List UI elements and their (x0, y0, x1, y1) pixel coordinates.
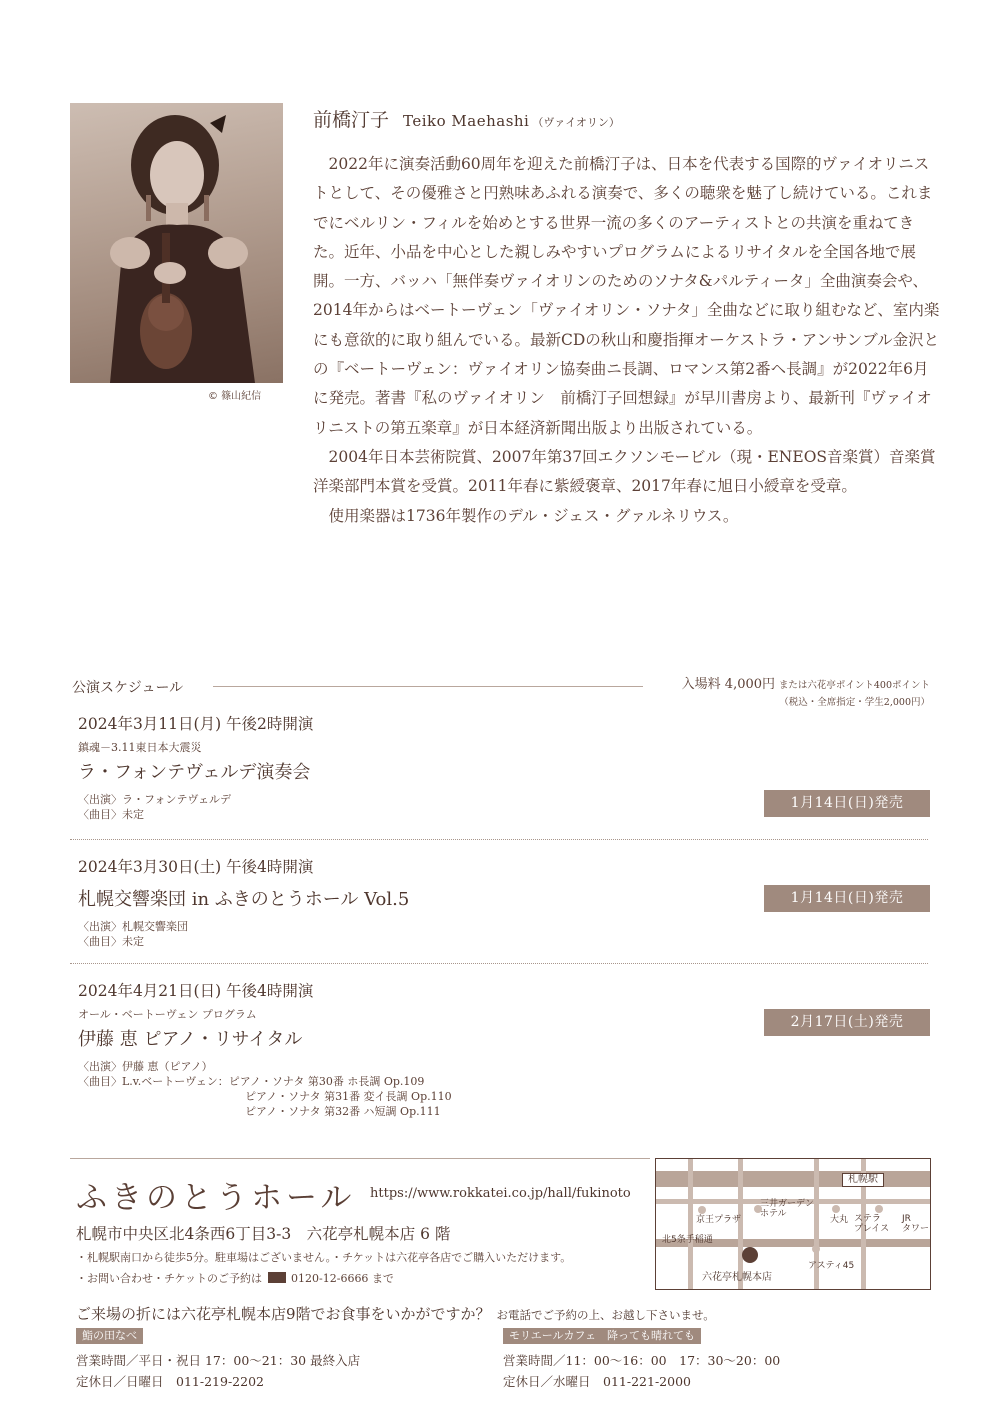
event-program: 〈曲目〉L.v.ベートーヴェン：ピアノ・ソナタ 第30番 ホ長調 Op.109 (78, 1075, 425, 1088)
artist-heading (313, 105, 620, 132)
access-note: ・札幌駅南口から徒歩5分。駐車場はございません。・チケットは六花亭各店でご購入いただけます。 (76, 1251, 572, 1264)
price-alt: または六花亭ポイント400ポイント (778, 680, 930, 691)
event-date: 2024年3月11日(月) 午後2時開演 (78, 715, 314, 733)
sale-date-badge: 2月17日(土)発売 (764, 1009, 930, 1036)
dining-headline-small: お電話でご予約の上、お越し下さいませ。 (496, 1308, 715, 1322)
event-divider (70, 963, 928, 964)
artist-role: （ヴァイオリン） (532, 116, 620, 129)
violinist-illustration (70, 103, 283, 383)
price-main: 入場料 4,000円 (681, 677, 776, 692)
access-map (655, 1158, 931, 1290)
event-2 (78, 855, 930, 949)
event-performers: 〈出演〉ラ・フォンテヴェルデ (78, 793, 232, 806)
map-label-street: 北5条手稲通 (662, 1235, 713, 1245)
contact-suffix: まで (371, 1272, 394, 1285)
bio-paragraph: 2004年日本芸術院賞、2007年第37回エクソンモービル（現・ENEOS音楽賞）音楽賞洋楽部門本賞を受賞。2011年春に紫綬褒章、2017年春に旭日小綬章を受章。 (313, 447, 936, 496)
event-title: 伊藤 恵 ピアノ・リサイタル (78, 1029, 303, 1050)
event-performers: 〈出演〉札幌交響楽団 (78, 920, 188, 933)
contact-phone[interactable]: 0120-12-6666 (291, 1272, 369, 1285)
price-note: （税込・全席指定・学生2,000円） (779, 697, 930, 708)
event-program: 〈曲目〉未定 (78, 935, 144, 948)
event-3 (78, 979, 930, 1119)
event-credits (78, 919, 930, 949)
map-label-aspire: アスティ45 (808, 1261, 855, 1271)
event-1 (78, 712, 930, 822)
sale-date-badge: 1月14日(日)発売 (764, 790, 930, 817)
event-subtitle: オール・ベートーヴェン プログラム (78, 1008, 257, 1021)
sale-date-badge: 1月14日(日)発売 (764, 885, 930, 912)
hall-address: 札幌市中央区北4条西6丁目3-3 六花亭札幌本店 6 階 (76, 1225, 451, 1243)
photo-credit: © 篠山紀信 (208, 391, 262, 402)
restaurant-closed: 定休日／水曜日 011-221-2000 (503, 1374, 691, 1389)
artist-name-jp: 前橋汀子 (313, 109, 390, 131)
map-label-jr-tower: JR タワー (902, 1214, 930, 1234)
event-divider (70, 839, 928, 840)
map-label-store: 六花亭札幌本店 (702, 1272, 772, 1283)
dining-headline-main: ご来場の折には六花亭札幌本店9階でお食事をいかがですか？ (76, 1305, 491, 1323)
artist-name-en: Teiko Maehashi (403, 112, 530, 130)
map-label-daimaru: 大丸 (830, 1215, 849, 1225)
event-date: 2024年3月30日(土) 午後4時開演 (78, 858, 314, 876)
event-program: ピアノ・ソナタ 第31番 変イ長調 Op.110 (245, 1090, 452, 1103)
event-program: ピアノ・ソナタ 第32番 ハ短調 Op.111 (245, 1105, 441, 1118)
event-performers: 〈出演〉伊藤 恵（ピアノ） (78, 1060, 213, 1073)
schedule-rule (213, 686, 643, 687)
hall-url[interactable]: https://www.rokkatei.co.jp/hall/fukinoto (370, 1186, 631, 1201)
restaurant-hours: 営業時間／11：00～16：00 17：30～20：00 (503, 1353, 781, 1368)
map-label-mitsui: 三井ガーデン ホテル (760, 1199, 814, 1219)
artist-photo (70, 103, 283, 383)
event-program: 〈曲目〉未定 (78, 808, 144, 821)
map-station-label: 札幌駅 (842, 1173, 884, 1187)
bio-paragraph: 使用楽器は1736年製作のデル・ジェス・グァルネリウス。 (328, 506, 739, 525)
event-date: 2024年4月21日(日) 午後4時開演 (78, 982, 314, 1000)
hall-logo: ふきのとうホール (76, 1180, 356, 1216)
map-label-keio: 京王プラザ (696, 1215, 742, 1225)
event-title: ラ・フォンテヴェルデ演奏会 (78, 762, 311, 783)
contact-prefix: ・お問い合わせ・チケットのご予約は (76, 1272, 263, 1285)
restaurant-tag: モリエールカフェ 降っても晴れても (503, 1328, 701, 1344)
restaurant-closed: 定休日／日曜日 011-219-2202 (76, 1374, 264, 1389)
restaurant-tag: 鮨の田なべ (76, 1328, 143, 1344)
contact-note (76, 1270, 394, 1286)
map-label-stellar: ステラ プレイス (854, 1214, 890, 1234)
event-subtitle: 鎮魂－3.11東日本大震災 (78, 741, 202, 754)
event-credits (78, 1059, 930, 1119)
schedule-title: 公演スケジュール (72, 680, 184, 696)
artist-biography (313, 150, 941, 531)
dining-headline (76, 1303, 715, 1324)
bio-paragraph: 2022年に演奏活動60周年を迎えた前橋汀子は、日本を代表する国際的ヴァイオリニストとして、その優雅さと円熟味あふれる演奏で、多くの聴衆を魅了し続けている。これまでにベルリン・フィルを始めとする世界一流の多くのアーティストとの共演を重ねてきた。近年、小品を中心とした親しみやすいプログラムによるリサイタルを全国各地で展開。一方、バッハ「無伴奏ヴァイオリンのためのソナタ&パルティータ」全曲演奏会や、2014年からはベートーヴェン「ヴァイオリン・ソナタ」全曲などに取り組むなど、室内楽にも意欲的に取り組んでいる。最新CDの秋山和慶指揮オーケストラ・アンサンブル金沢との『ベートーヴェン：ヴァイオリン協奏曲ニ長調、ロマンス第2番ヘ長調』が2022年6月に発売。著書『私のヴァイオリン 前橋汀子回想録』が早川書房より、最新刊『ヴァイオリニストの第五楽章』が日本経済新聞出版より出版されている。 (313, 155, 940, 437)
freedial-icon (268, 1272, 286, 1283)
event-title: 札幌交響楽団 in ふきのとうホール Vol.5 (78, 889, 410, 910)
restaurant-hours: 営業時間／平日・祝日 17：00～21：30 最終入店 (76, 1353, 361, 1368)
ticket-price (650, 676, 930, 711)
